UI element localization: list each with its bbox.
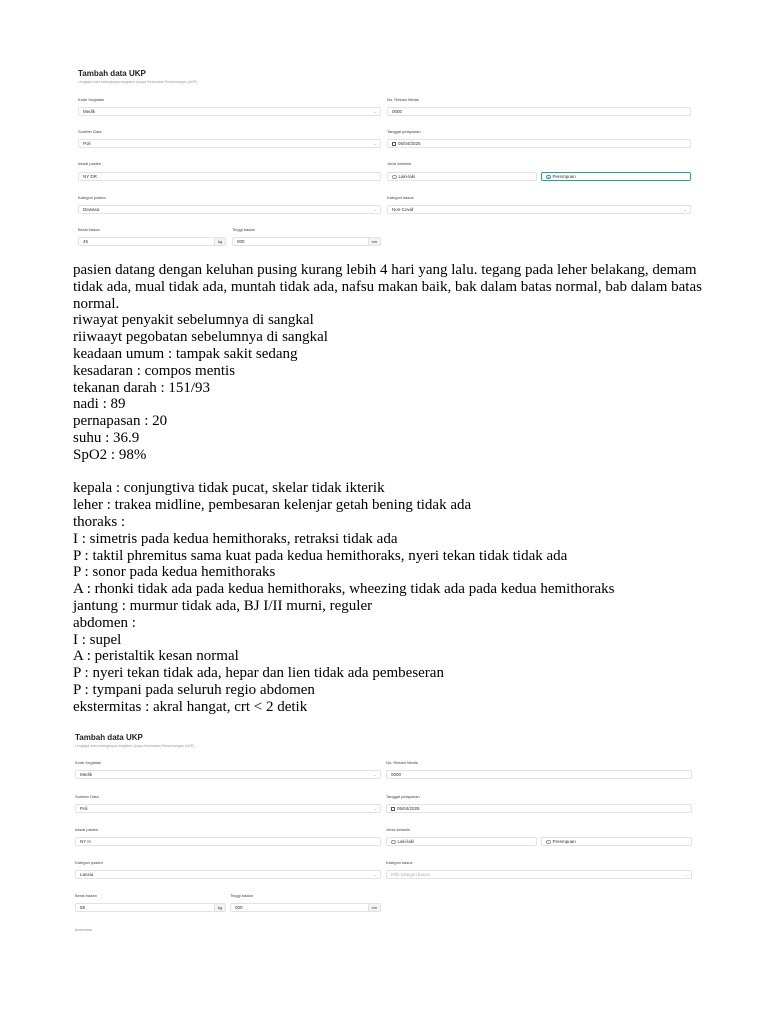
gender-option-male[interactable]: Laki-laki xyxy=(386,837,537,846)
berat-badan-label: Berat badan xyxy=(78,227,100,232)
radio-selected-icon xyxy=(546,175,551,180)
note-line: thoraks : xyxy=(73,513,126,530)
note-line: nadi : 89 xyxy=(73,396,126,413)
note-line: jantung : murmur tidak ada, BJ I/II murni, reguler xyxy=(73,597,373,614)
kode-kegiatan-select[interactable]: Medik ⌄ xyxy=(78,107,381,116)
tinggi-badan-input[interactable]: 000 cm xyxy=(232,237,381,246)
kode-kegiatan-label: Kode Kegiatan xyxy=(78,97,105,102)
note-line: riwayat penyakit sebelumnya di sangkal xyxy=(73,312,314,329)
kategori-kasus-label: Kategori kasus xyxy=(387,195,414,200)
kategori-kasus-select[interactable]: Non-Covid ⌄ xyxy=(387,205,691,214)
radio-icon xyxy=(392,175,397,180)
kategori-pasien-select[interactable]: Lansia ⌄ xyxy=(75,870,381,879)
unit-addon: kg xyxy=(214,238,225,245)
inisial-pasien-label: Inisial pasien xyxy=(78,161,102,166)
jenis-kelamin-label: Jenis kelamin xyxy=(387,161,412,166)
inisial-pasien-input[interactable]: NY DR xyxy=(78,172,381,181)
tinggi-badan-label: Tinggi badan xyxy=(230,893,253,898)
note-line: ekstermitas : akral hangat, crt < 2 detik xyxy=(73,698,308,715)
tanggal-pelayanan-input[interactable]: 05/04/2025 xyxy=(387,139,691,148)
note-line: SpO2 : 98% xyxy=(73,446,147,463)
note-line: pernapasan : 20 xyxy=(73,413,168,430)
kategori-pasien-select[interactable]: Dewasa ⌄ xyxy=(78,205,381,214)
unit-addon: cm xyxy=(368,904,380,911)
note-line: P : taktil phremitus sama kuat pada kedua hemithoraks, nyeri tekan tidak tidak ada xyxy=(73,547,568,564)
tanggal-pelayanan-label: Tanggal pelayanan xyxy=(387,129,421,134)
chevron-down-icon: ⌄ xyxy=(373,207,377,212)
form-title: Tambah data UKP xyxy=(78,69,146,78)
kode-kegiatan-select[interactable]: Medik ⌄ xyxy=(75,770,381,779)
chevron-down-icon: ⌄ xyxy=(373,141,377,146)
note-line: abdomen : xyxy=(73,614,136,631)
chevron-down-icon: ⌄ xyxy=(373,806,377,811)
tanggal-pelayanan-label: Tanggal pelayanan xyxy=(386,794,420,799)
note-line: riiwaayt pegobatan sebelumnya di sangkal xyxy=(73,329,328,346)
sumber-data-select[interactable]: Poli ⌄ xyxy=(75,804,381,813)
inisial-pasien-input[interactable]: NY H xyxy=(75,837,381,846)
sumber-data-label: Sumber Data xyxy=(75,794,99,799)
no-rekam-medis-input[interactable]: 0000 xyxy=(386,770,692,779)
sumber-data-select[interactable]: Poli ⌄ xyxy=(78,139,381,148)
radio-icon xyxy=(546,840,551,845)
sumber-data-label: Sumber Data xyxy=(78,129,102,134)
note-line: A : peristaltik kesan normal xyxy=(73,648,239,665)
note-line xyxy=(73,464,723,481)
chevron-down-icon: ⌄ xyxy=(684,872,688,877)
note-line: suhu : 36.9 xyxy=(73,429,140,446)
kategori-kasus-label: Kategori kasus xyxy=(386,860,413,865)
note-line: A : rhonki tidak ada pada kedua hemithoraks, wheezing tidak ada pada kedua hemithoraks xyxy=(73,581,615,598)
chevron-down-icon: ⌄ xyxy=(683,207,687,212)
kode-kegiatan-label: Kode Kegiatan xyxy=(75,760,102,765)
kategori-pasien-label: Kategori pasien xyxy=(75,860,103,865)
note-line: P : tympani pada seluruh regio abdomen xyxy=(73,681,315,698)
note-line: I : supel xyxy=(73,631,122,648)
note-line: pasien datang dengan keluhan pusing kurang lebih 4 hari yang lalu. tegang pada leher belakang, demam tidak ada, mual tidak ada, muntah tidak ada, nafsu makan baik, bak dalam batas normal, bab dalam batas normal. xyxy=(73,262,702,312)
tinggi-badan-input[interactable]: 000 cm xyxy=(230,903,381,912)
chevron-down-icon: ⌄ xyxy=(373,772,377,777)
note-line: I : simetris pada kedua hemithoraks, retraksi tidak ada xyxy=(73,530,398,547)
chevron-down-icon: ⌄ xyxy=(373,109,377,114)
unit-addon: kg xyxy=(214,904,225,911)
unit-addon: cm xyxy=(368,238,380,245)
tinggi-badan-label: Tinggi badan xyxy=(232,227,255,232)
cutoff-section-label: Anamnesa xyxy=(75,928,92,931)
kategori-kasus-select[interactable]: Pilih kategori kasus ⌄ xyxy=(386,870,692,879)
form-subtitle: Lengkapi data kelengkapan kegiatan Upaya Kesehatan Perseorangan (UKP) xyxy=(75,744,195,748)
calendar-icon xyxy=(391,807,395,811)
jenis-kelamin-label: Jenis kelamin xyxy=(386,827,411,832)
note-line: tekanan darah : 151/93 xyxy=(73,379,211,396)
form-title: Tambah data UKP xyxy=(75,733,143,742)
gender-option-male[interactable]: Laki-laki xyxy=(387,172,537,181)
calendar-icon xyxy=(392,142,396,146)
gender-option-female[interactable]: Perempuan xyxy=(541,172,691,181)
no-rekam-medis-input[interactable]: 0000 xyxy=(387,107,691,116)
berat-badan-input[interactable]: 58 kg xyxy=(75,903,226,912)
no-rekam-medis-label: No. Rekam Medis xyxy=(386,760,418,765)
note-line: kepala : conjungtiva tidak pucat, skelar tidak ikterik xyxy=(73,480,385,497)
berat-badan-label: Berat badan xyxy=(75,893,97,898)
note-line: leher : trakea midline, pembesaran kelenjar getah bening tidak ada xyxy=(73,497,472,514)
tanggal-pelayanan-input[interactable]: 05/04/2025 xyxy=(386,804,692,813)
kategori-pasien-label: Kategori pasien xyxy=(78,195,106,200)
form-subtitle: Lengkapi data kelengkapan kegiatan Upaya Kesehatan Perseorangan (UKP) xyxy=(78,80,198,84)
inisial-pasien-label: Inisial pasien xyxy=(75,827,99,832)
chevron-down-icon: ⌄ xyxy=(373,872,377,877)
note-line: keadaan umum : tampak sakit sedang xyxy=(73,345,298,362)
note-line: kesadaran : compos mentis xyxy=(73,362,236,379)
note-line: P : nyeri tekan tidak ada, hepar dan lien tidak ada pembeseran xyxy=(73,665,444,682)
gender-option-female[interactable]: Perempuan xyxy=(541,837,692,846)
no-rekam-medis-label: No. Rekam Medis xyxy=(387,97,419,102)
berat-badan-input[interactable]: 45 kg xyxy=(78,237,226,246)
clinical-notes xyxy=(73,262,723,716)
note-line: P : sonor pada kedua hemithoraks xyxy=(73,564,276,581)
radio-icon xyxy=(391,840,396,845)
